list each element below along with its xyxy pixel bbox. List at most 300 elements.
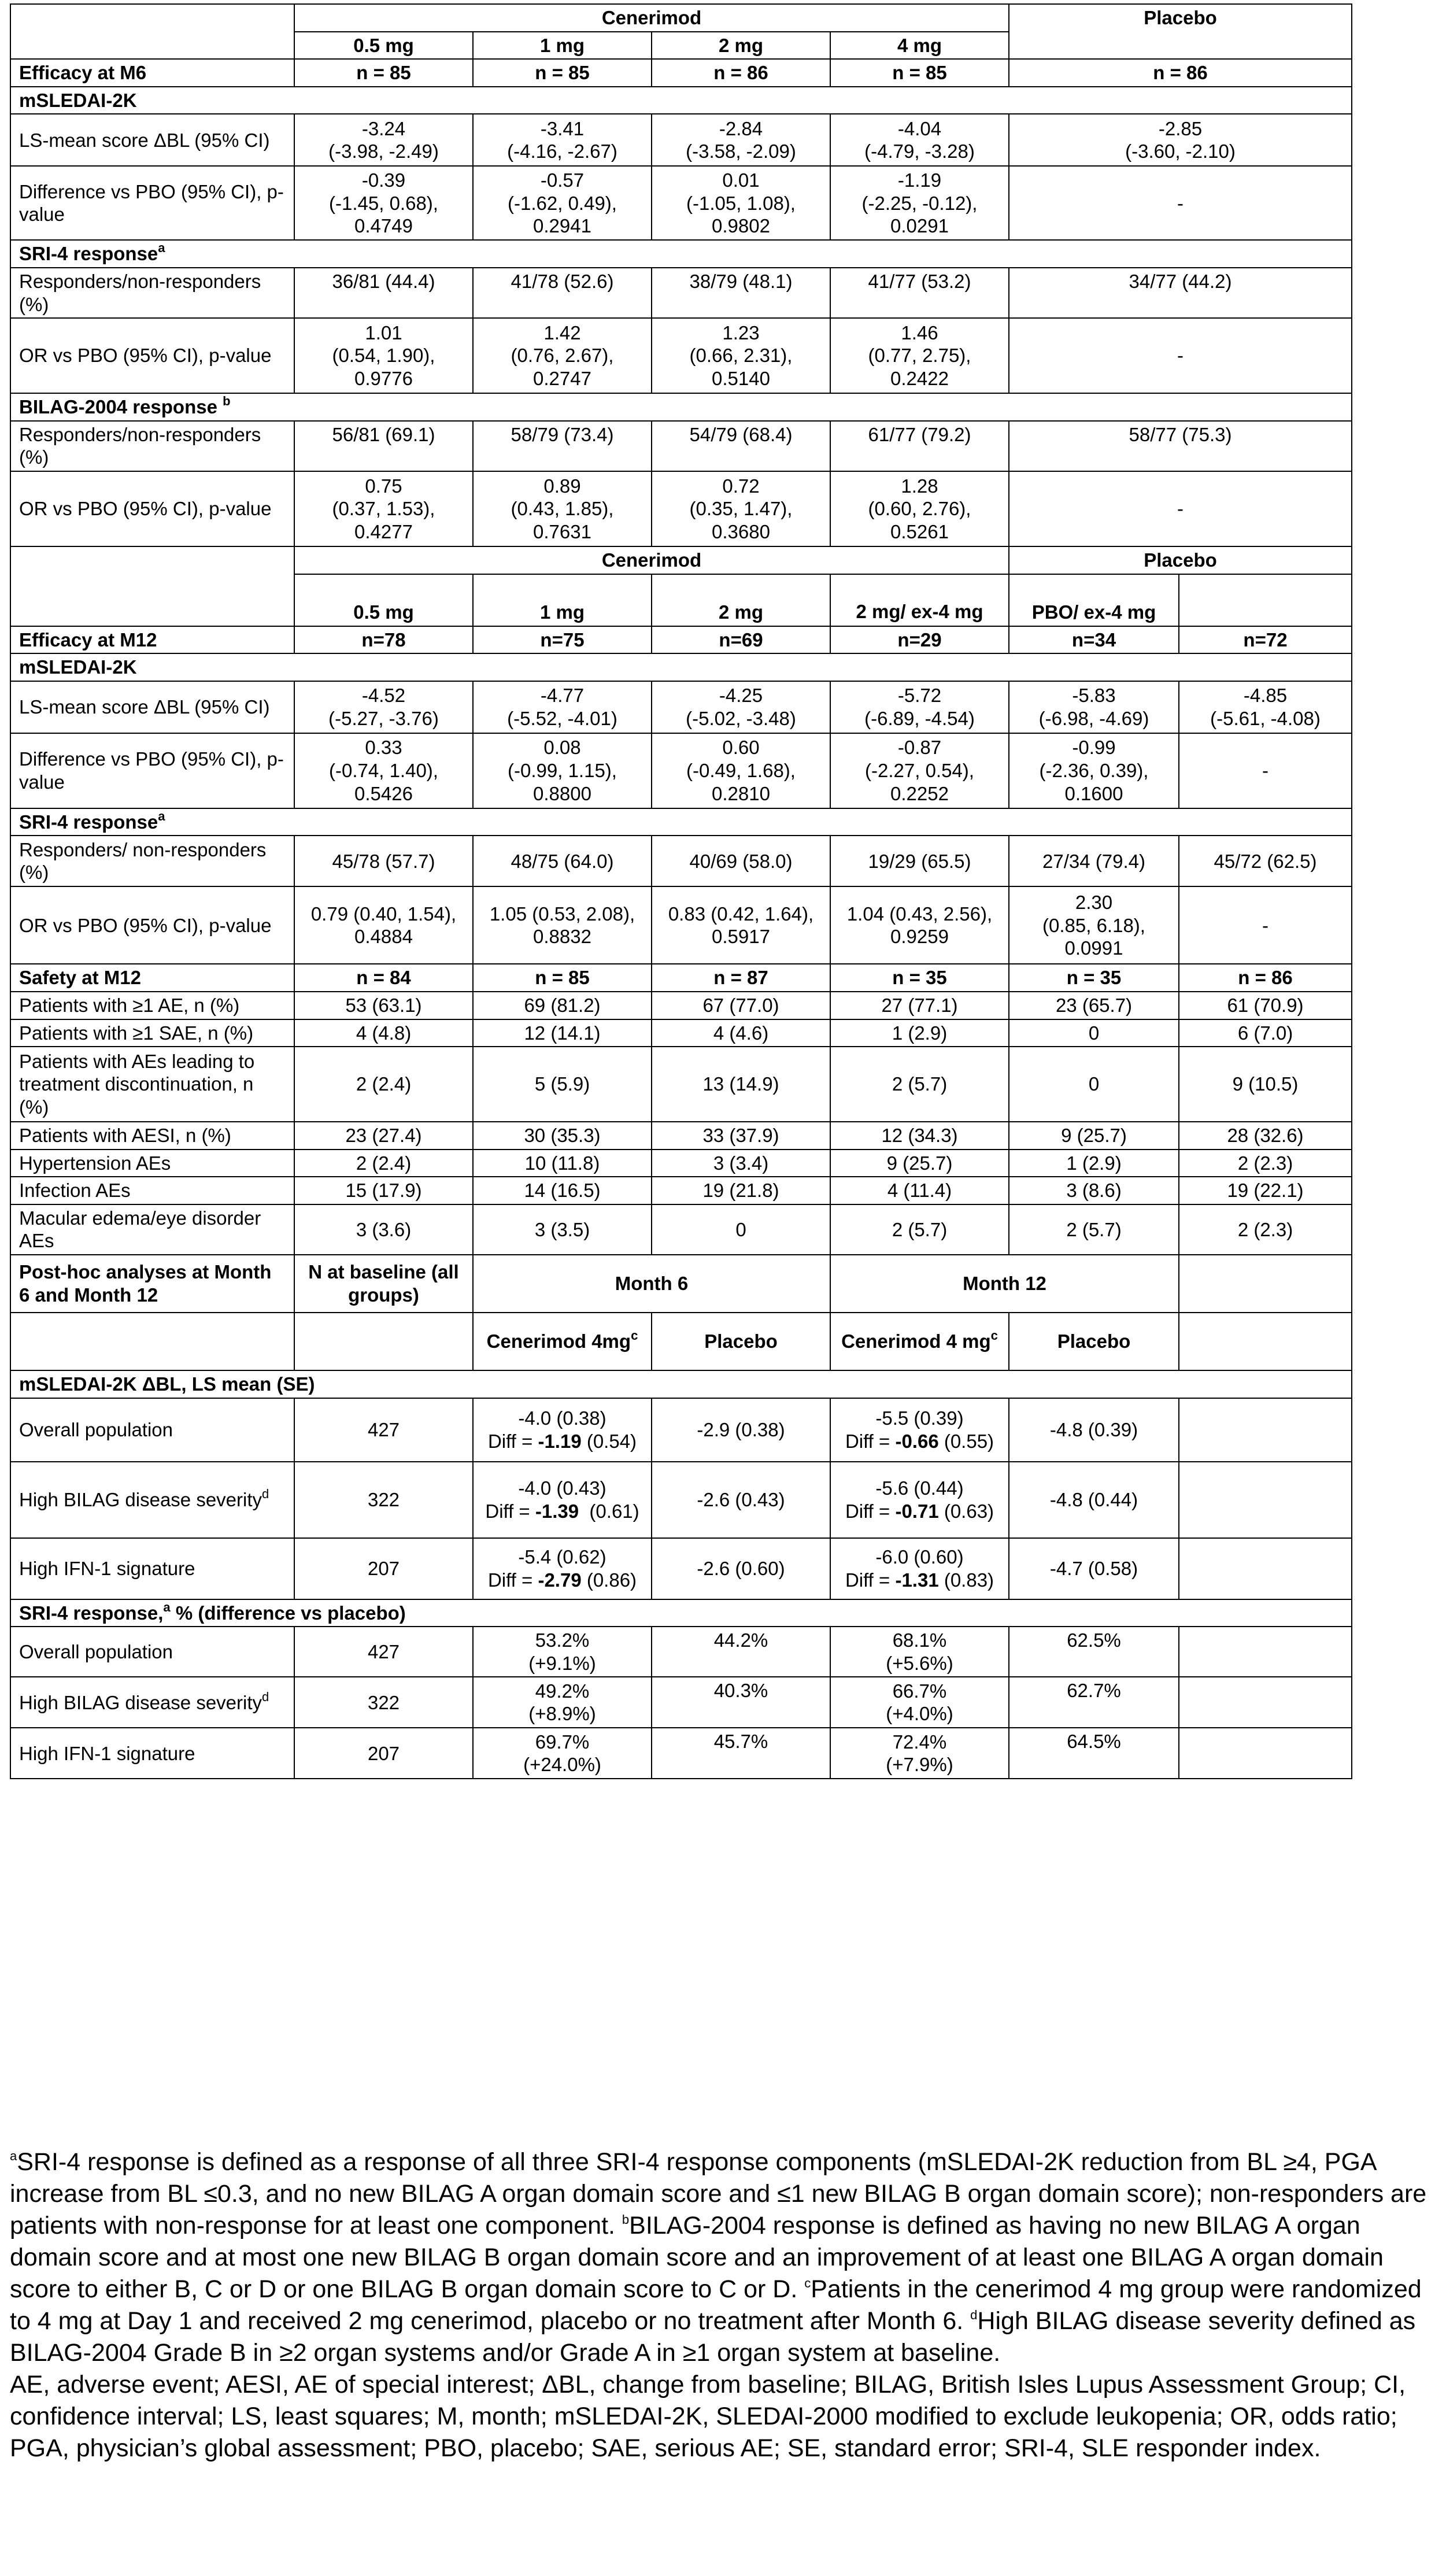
diff-line xyxy=(482,1500,643,1523)
diff-se: (0.63) xyxy=(938,1500,994,1522)
value-line: -0.99 xyxy=(1072,737,1116,759)
diff-line xyxy=(839,1430,1000,1453)
row-label xyxy=(10,1677,294,1728)
blank-cell xyxy=(294,1313,473,1370)
safety-n-row xyxy=(10,964,1352,992)
row-label: OR vs PBO (95% CI), p-value xyxy=(10,318,294,393)
responders-value: 27/34 (79.4) xyxy=(1009,836,1179,886)
n-value: n=34 xyxy=(1009,626,1179,654)
safety-value: 2 (2.3) xyxy=(1179,1204,1352,1255)
value-line: 66.7% xyxy=(892,1680,947,1702)
responders-value: 56/81 (69.1) xyxy=(294,421,473,471)
responders-value: 48/75 (64.0) xyxy=(473,836,652,886)
footnote-b: BILAG-2004 response is defined as having no new BILAG A organ domain score and at most one new BILAG B organ domain score and an improvement of at least one BILAG A organ domain score to either B, C or D or one BILAG B organ domain score to C or D. xyxy=(10,2212,1384,2303)
cenerimod-header: Cenerimod xyxy=(294,546,1009,574)
ls-value xyxy=(294,114,473,166)
value-line: (-4.16, -2.67) xyxy=(507,141,617,162)
ls-value xyxy=(830,114,1009,166)
safety-value: 30 (35.3) xyxy=(473,1122,652,1150)
safety-value: 4 (4.6) xyxy=(652,1019,830,1047)
safety-value: 23 (27.4) xyxy=(294,1122,473,1150)
n-value: n=69 xyxy=(652,626,830,654)
responders-value: 41/77 (53.2) xyxy=(830,268,1009,318)
diff-se: (0.61) xyxy=(579,1500,639,1522)
value-line: (+7.9%) xyxy=(886,1754,953,1776)
value-line: 0.3680 xyxy=(712,520,770,542)
or-value xyxy=(1009,886,1179,964)
row-label: Difference vs PBO (95% CI), p-value xyxy=(10,166,294,240)
safety-value: 1 (2.9) xyxy=(1009,1150,1179,1177)
placebo-value: 62.7% xyxy=(1009,1677,1179,1728)
diff-value: - xyxy=(1009,166,1352,240)
responders-value: 45/72 (62.5) xyxy=(1179,836,1352,886)
safety-value: 19 (22.1) xyxy=(1179,1177,1352,1204)
or-value xyxy=(830,471,1009,546)
cenerimod-4mg-header xyxy=(473,1313,652,1370)
diff-prefix: Diff = xyxy=(487,1569,538,1591)
n-value: n = 86 xyxy=(652,59,830,87)
safety-value: 14 (16.5) xyxy=(473,1177,652,1204)
responders-value: 41/78 (52.6) xyxy=(473,268,652,318)
placebo-value: -2.6 (0.60) xyxy=(652,1538,830,1599)
diff-value xyxy=(652,166,830,240)
row-label: Patients with AEs leading to treatment discontinuation, n (%) xyxy=(10,1047,294,1122)
safety-value: 2 (2.3) xyxy=(1179,1150,1352,1177)
value-line: 0.08 xyxy=(543,737,581,759)
diff-value: -2.79 xyxy=(538,1569,582,1591)
value-line: -4.77 xyxy=(540,685,585,707)
value-line: 0.2747 xyxy=(533,367,591,389)
safety-value: 0 xyxy=(1009,1019,1179,1047)
posthoc-row xyxy=(10,1627,1352,1677)
safety-value: 67 (77.0) xyxy=(652,992,830,1019)
month6-header: Month 6 xyxy=(473,1255,830,1313)
value-line: (0.66, 2.31), xyxy=(689,345,793,367)
section-title-row xyxy=(10,240,1352,268)
value-line: 72.4% xyxy=(892,1731,947,1753)
n-value: n = 35 xyxy=(1009,964,1179,992)
safety-value: 69 (81.2) xyxy=(473,992,652,1019)
safety-value: 19 (21.8) xyxy=(652,1177,830,1204)
safety-value: 23 (65.7) xyxy=(1009,992,1179,1019)
results-table xyxy=(10,3,1352,1779)
value-line: 0.9259 xyxy=(890,926,949,948)
diff-line xyxy=(839,1569,1000,1592)
value-line: 0.0291 xyxy=(890,215,949,237)
value-line: -0.87 xyxy=(897,737,942,759)
footnote-marker: d xyxy=(262,1689,269,1704)
safety-value: 33 (37.9) xyxy=(652,1122,830,1150)
row-label-text: Overall population xyxy=(19,1641,173,1663)
safety-row xyxy=(10,1204,1352,1255)
or-value xyxy=(473,886,652,964)
posthoc-title: Post-hoc analyses at Month 6 and Month 12 xyxy=(10,1255,294,1313)
n-value: n=29 xyxy=(830,626,1009,654)
diff-value xyxy=(1009,733,1179,808)
cenerimod-4mg-header xyxy=(830,1313,1009,1370)
table-row xyxy=(10,886,1352,964)
value-line: -4.25 xyxy=(719,685,763,707)
diff-value xyxy=(652,733,830,808)
safety-value: 0 xyxy=(652,1204,830,1255)
lsmean-value: -5.6 (0.44) xyxy=(875,1477,964,1499)
value-line: -2.85 xyxy=(1158,117,1203,139)
value-line: -5.83 xyxy=(1072,685,1116,707)
dose-header xyxy=(1179,574,1352,626)
placebo-header: Placebo xyxy=(1009,4,1352,59)
section-title-text: % (difference vs placebo) xyxy=(170,1602,406,1624)
diff-prefix: Diff = xyxy=(487,1430,538,1452)
value-line: (0.77, 2.75), xyxy=(868,345,971,367)
cenerimod-value xyxy=(473,1627,652,1677)
cenerimod-value xyxy=(473,1462,652,1538)
cenerimod-header: Cenerimod xyxy=(294,4,1009,32)
row-label: Macular edema/eye disorder AEs xyxy=(10,1204,294,1255)
header-row xyxy=(10,4,1352,32)
value-line: (-5.52, -4.01) xyxy=(507,707,617,729)
safety-row xyxy=(10,1122,1352,1150)
value-line: 0.5261 xyxy=(890,520,949,542)
dose-header: PBO/ ex-4 mg xyxy=(1009,574,1179,626)
diff-se: (0.55) xyxy=(938,1430,994,1452)
value-line: 0.83 (0.42, 1.64), xyxy=(668,903,814,925)
table-row xyxy=(10,471,1352,546)
or-value: - xyxy=(1009,318,1352,393)
value-line: 1.46 xyxy=(901,321,938,343)
blank-cell xyxy=(10,1313,294,1370)
ls-value xyxy=(473,114,652,166)
value-line: -3.41 xyxy=(540,117,585,139)
diff-value xyxy=(294,733,473,808)
n-value: 322 xyxy=(294,1462,473,1538)
blank-cell xyxy=(1179,1728,1352,1779)
table-row xyxy=(10,421,1352,471)
diff-value: -0.71 xyxy=(895,1500,939,1522)
n-value: n = 85 xyxy=(830,59,1009,87)
row-label: Patients with ≥1 SAE, n (%) xyxy=(10,1019,294,1047)
footnote-c: Patients in the cenerimod 4 mg group were randomized to 4 mg at Day 1 and received 2 mg cenerimod, placebo or no treatment after Month 6. xyxy=(10,2275,1422,2335)
section-title-text: SRI-4 response xyxy=(19,811,158,833)
value-line: (+5.6%) xyxy=(886,1652,953,1674)
value-line: -5.72 xyxy=(897,685,942,707)
cenerimod-value xyxy=(473,1677,652,1728)
safety-value: 4 (11.4) xyxy=(830,1177,1009,1204)
header-text: Cenerimod 4 mg xyxy=(841,1330,991,1352)
abbreviations: AE, adverse event; AESI, AE of special interest; ΔBL, change from baseline; BILAG, British Isles Lupus Assessment Group; CI, confidence interval; LS, least squares; M, month; mSLEDAI-2K, SLEDAI-2000 modified to exclude leukopenia; OR, odds ratio; PGA, physician’s global assessment; PBO, placebo; SAE, serious AE; SE, standard error; SRI-4, SLE responder index. xyxy=(10,2371,1406,2462)
row-label: Responders/ non-responders (%) xyxy=(10,836,294,886)
value-line: 0.2810 xyxy=(712,782,770,804)
diff-prefix: Diff = xyxy=(845,1500,896,1522)
value-line: 0.72 xyxy=(722,475,760,497)
row-label xyxy=(10,1538,294,1599)
lsmean-value: -4.0 (0.43) xyxy=(518,1477,606,1499)
footnote-d-marker: d xyxy=(970,2307,978,2322)
safety-value: 1 (2.9) xyxy=(830,1019,1009,1047)
row-label: LS-mean score ΔBL (95% CI) xyxy=(10,114,294,166)
safety-value: 15 (17.9) xyxy=(294,1177,473,1204)
n-value: n = 86 xyxy=(1179,964,1352,992)
header-text: Cenerimod 4mg xyxy=(486,1330,631,1352)
dose-header: 2 mg/ ex-4 mg xyxy=(830,574,1009,626)
ls-value xyxy=(1179,681,1352,733)
value-line: 0.2252 xyxy=(890,782,949,804)
efficacy-n-row xyxy=(10,59,1352,87)
row-label: Infection AEs xyxy=(10,1177,294,1204)
section-title-text: SRI-4 response xyxy=(19,243,158,265)
table-row xyxy=(10,733,1352,808)
safety-label: Safety at M12 xyxy=(10,964,294,992)
or-value xyxy=(294,318,473,393)
footnote-marker: a xyxy=(163,1599,171,1614)
dose-header: 0.5 mg xyxy=(294,32,473,60)
ls-value xyxy=(652,114,830,166)
table-row xyxy=(10,318,1352,393)
footnote-a-marker: a xyxy=(10,2148,17,2163)
safety-row xyxy=(10,1177,1352,1204)
diff-line xyxy=(839,1500,1000,1523)
safety-value: 53 (63.1) xyxy=(294,992,473,1019)
n-value: n = 35 xyxy=(830,964,1009,992)
value-line: 0.79 (0.40, 1.54), xyxy=(310,903,457,925)
blank-cell xyxy=(1179,1677,1352,1728)
value-line: 0.89 xyxy=(543,475,581,497)
value-line: (0.54, 1.90), xyxy=(332,345,435,367)
n-value: n = 85 xyxy=(473,59,652,87)
row-label: Difference vs PBO (95% CI), p-value xyxy=(10,733,294,808)
safety-value: 9 (25.7) xyxy=(1009,1122,1179,1150)
blank-cell xyxy=(1179,1313,1352,1370)
row-label-text: High IFN-1 signature xyxy=(19,1742,195,1764)
dose-header: 1 mg xyxy=(473,574,652,626)
footnote-marker: a xyxy=(158,808,165,823)
value-line: 0.4884 xyxy=(354,926,413,948)
or-value: - xyxy=(1009,471,1352,546)
diff-prefix: Diff = xyxy=(845,1569,896,1591)
ls-value xyxy=(1009,114,1352,166)
value-line: 0.2941 xyxy=(533,215,591,237)
value-line: 0.5426 xyxy=(354,782,413,804)
posthoc-row xyxy=(10,1462,1352,1538)
responders-value: 40/69 (58.0) xyxy=(652,836,830,886)
n-value: n = 84 xyxy=(294,964,473,992)
posthoc-row xyxy=(10,1398,1352,1462)
efficacy-m12-label: Efficacy at M12 xyxy=(10,626,294,654)
n-value: n = 87 xyxy=(652,964,830,992)
placebo-value: -2.6 (0.43) xyxy=(652,1462,830,1538)
value-line: 1.05 (0.53, 2.08), xyxy=(489,903,635,925)
safety-value: 13 (14.9) xyxy=(652,1047,830,1122)
value-line: (0.76, 2.67), xyxy=(511,345,614,367)
footnote-marker: a xyxy=(158,241,165,256)
placebo-value: 40.3% xyxy=(652,1677,830,1728)
value-line: 1.01 xyxy=(365,321,402,343)
value-line: (-3.58, -2.09) xyxy=(686,141,796,162)
section-title-text: SRI-4 response, xyxy=(19,1602,164,1624)
n-value: n = 86 xyxy=(1009,59,1352,87)
blank-cell xyxy=(1179,1627,1352,1677)
diff-value xyxy=(473,733,652,808)
value-line: (-2.36, 0.39), xyxy=(1039,759,1149,781)
or-value xyxy=(294,886,473,964)
value-line: (-1.62, 0.49), xyxy=(508,192,617,214)
posthoc-row xyxy=(10,1677,1352,1728)
ls-value xyxy=(652,681,830,733)
row-label-text: High BILAG disease severity xyxy=(19,1488,262,1510)
diff-value: -1.39 xyxy=(535,1500,579,1522)
section-title xyxy=(10,1599,1352,1627)
section-title-row xyxy=(10,1599,1352,1627)
value-line: -3.24 xyxy=(361,117,406,139)
placebo-value: 45.7% xyxy=(652,1728,830,1779)
value-line: 68.1% xyxy=(892,1629,947,1651)
lsmean-value: -6.0 (0.60) xyxy=(875,1546,964,1568)
section-title-row xyxy=(10,1370,1352,1398)
responders-value: 61/77 (79.2) xyxy=(830,421,1009,471)
placebo-value: -4.8 (0.44) xyxy=(1009,1462,1179,1538)
value-line: 1.23 xyxy=(722,321,760,343)
diff-prefix: Diff = xyxy=(845,1430,896,1452)
value-line: (-5.27, -3.76) xyxy=(328,707,439,729)
row-label xyxy=(10,1398,294,1462)
ls-value xyxy=(473,681,652,733)
safety-row xyxy=(10,992,1352,1019)
diff-value xyxy=(294,166,473,240)
footnote-marker: b xyxy=(223,394,231,409)
value-line: (-5.02, -3.48) xyxy=(686,707,796,729)
diff-se: (0.54) xyxy=(581,1430,637,1452)
cenerimod-value xyxy=(473,1538,652,1599)
dose-header: 0.5 mg xyxy=(294,574,473,626)
value-line: 0.0991 xyxy=(1064,937,1123,959)
month12-header: Month 12 xyxy=(830,1255,1179,1313)
n-value: 427 xyxy=(294,1627,473,1677)
value-line: (-6.89, -4.54) xyxy=(864,707,975,729)
safety-value: 3 (3.4) xyxy=(652,1150,830,1177)
safety-row xyxy=(10,1019,1352,1047)
value-line: 0.33 xyxy=(365,737,402,759)
responders-value: 19/29 (65.5) xyxy=(830,836,1009,886)
placebo-value: -4.8 (0.39) xyxy=(1009,1398,1179,1462)
table-row xyxy=(10,114,1352,166)
value-line: -4.04 xyxy=(897,117,942,139)
value-line: (-5.61, -4.08) xyxy=(1210,707,1321,729)
placebo-header: Placebo xyxy=(1009,1313,1179,1370)
footnote-marker: c xyxy=(990,1328,998,1343)
placebo-header: Placebo xyxy=(652,1313,830,1370)
section-title: mSLEDAI-2K xyxy=(10,653,1352,681)
or-value xyxy=(294,471,473,546)
placebo-value: -4.7 (0.58) xyxy=(1009,1538,1179,1599)
n-value: 207 xyxy=(294,1538,473,1599)
diff-value xyxy=(830,166,1009,240)
safety-value: 28 (32.6) xyxy=(1179,1122,1352,1150)
row-label-text: Overall population xyxy=(19,1418,173,1440)
posthoc-row xyxy=(10,1728,1352,1779)
row-label xyxy=(10,1462,294,1538)
posthoc-subheader-row xyxy=(10,1313,1352,1370)
value-line: 0.5917 xyxy=(712,926,770,948)
value-line: (0.35, 1.47), xyxy=(689,498,793,520)
diff-value xyxy=(830,733,1009,808)
safety-value: 3 (3.5) xyxy=(473,1204,652,1255)
cenerimod-value xyxy=(830,1728,1009,1779)
value-line: (-0.49, 1.68), xyxy=(686,759,796,781)
value-line: (0.37, 1.53), xyxy=(332,498,435,520)
diff-prefix: Diff = xyxy=(485,1500,535,1522)
safety-value: 2 (5.7) xyxy=(830,1047,1009,1122)
row-label xyxy=(10,1627,294,1677)
value-line: (-1.05, 1.08), xyxy=(686,192,796,214)
cenerimod-value xyxy=(830,1538,1009,1599)
value-line: 0.5140 xyxy=(712,367,770,389)
footnote-d: High BILAG disease severity defined as BILAG-2004 Grade B in ≥2 organ systems and/or Grade A in ≥1 organ system at baseline. xyxy=(10,2307,1416,2367)
value-line: -0.39 xyxy=(361,169,406,191)
value-line: 53.2% xyxy=(535,1629,590,1651)
n-value: n=78 xyxy=(294,626,473,654)
value-line: 0.01 xyxy=(722,169,760,191)
lsmean-value: -5.4 (0.62) xyxy=(518,1546,606,1568)
blank-corner-cell xyxy=(10,546,294,626)
value-line: 0.75 xyxy=(365,475,402,497)
value-line: (+8.9%) xyxy=(528,1703,596,1725)
lsmean-value: -4.0 (0.38) xyxy=(518,1407,606,1429)
diff-se: (0.86) xyxy=(581,1569,637,1591)
section-title xyxy=(10,808,1352,836)
footnote-marker: c xyxy=(631,1328,638,1343)
section-title: mSLEDAI-2K xyxy=(10,87,1352,114)
or-value xyxy=(652,886,830,964)
n-value: n=75 xyxy=(473,626,652,654)
responders-value: 36/81 (44.4) xyxy=(294,268,473,318)
row-label: LS-mean score ΔBL (95% CI) xyxy=(10,681,294,733)
value-line: 0.9776 xyxy=(354,367,413,389)
dose-header: 2 mg xyxy=(652,574,830,626)
value-line: (+9.1%) xyxy=(528,1652,596,1674)
cenerimod-value xyxy=(830,1398,1009,1462)
responders-value: 58/79 (73.4) xyxy=(473,421,652,471)
safety-value: 9 (25.7) xyxy=(830,1150,1009,1177)
value-line: 0.2422 xyxy=(890,367,949,389)
value-line: 0.8800 xyxy=(533,782,591,804)
section-title-row xyxy=(10,653,1352,681)
table-row xyxy=(10,268,1352,318)
value-line: 1.28 xyxy=(901,475,938,497)
diff-line xyxy=(482,1569,643,1592)
value-line: 0.60 xyxy=(722,737,760,759)
cenerimod-value xyxy=(473,1398,652,1462)
n-value: n=72 xyxy=(1179,626,1352,654)
responders-value: 58/77 (75.3) xyxy=(1009,421,1352,471)
n-value: n = 85 xyxy=(473,964,652,992)
value-line: (-2.27, 0.54), xyxy=(865,759,974,781)
safety-value: 5 (5.9) xyxy=(473,1047,652,1122)
row-label: Responders/non-responders (%) xyxy=(10,268,294,318)
value-line: (-6.98, -4.69) xyxy=(1038,707,1149,729)
value-line: 69.7% xyxy=(535,1731,590,1753)
cenerimod-value xyxy=(830,1462,1009,1538)
cenerimod-value xyxy=(830,1627,1009,1677)
value-line: 49.2% xyxy=(535,1680,590,1702)
cenerimod-value xyxy=(473,1728,652,1779)
dose-header: 2 mg xyxy=(652,32,830,60)
section-title-row xyxy=(10,808,1352,836)
diff-value: -0.66 xyxy=(895,1430,939,1452)
value-line: 1.42 xyxy=(543,321,581,343)
row-label: OR vs PBO (95% CI), p-value xyxy=(10,471,294,546)
safety-value: 2 (5.7) xyxy=(830,1204,1009,1255)
safety-value: 6 (7.0) xyxy=(1179,1019,1352,1047)
or-value xyxy=(652,471,830,546)
